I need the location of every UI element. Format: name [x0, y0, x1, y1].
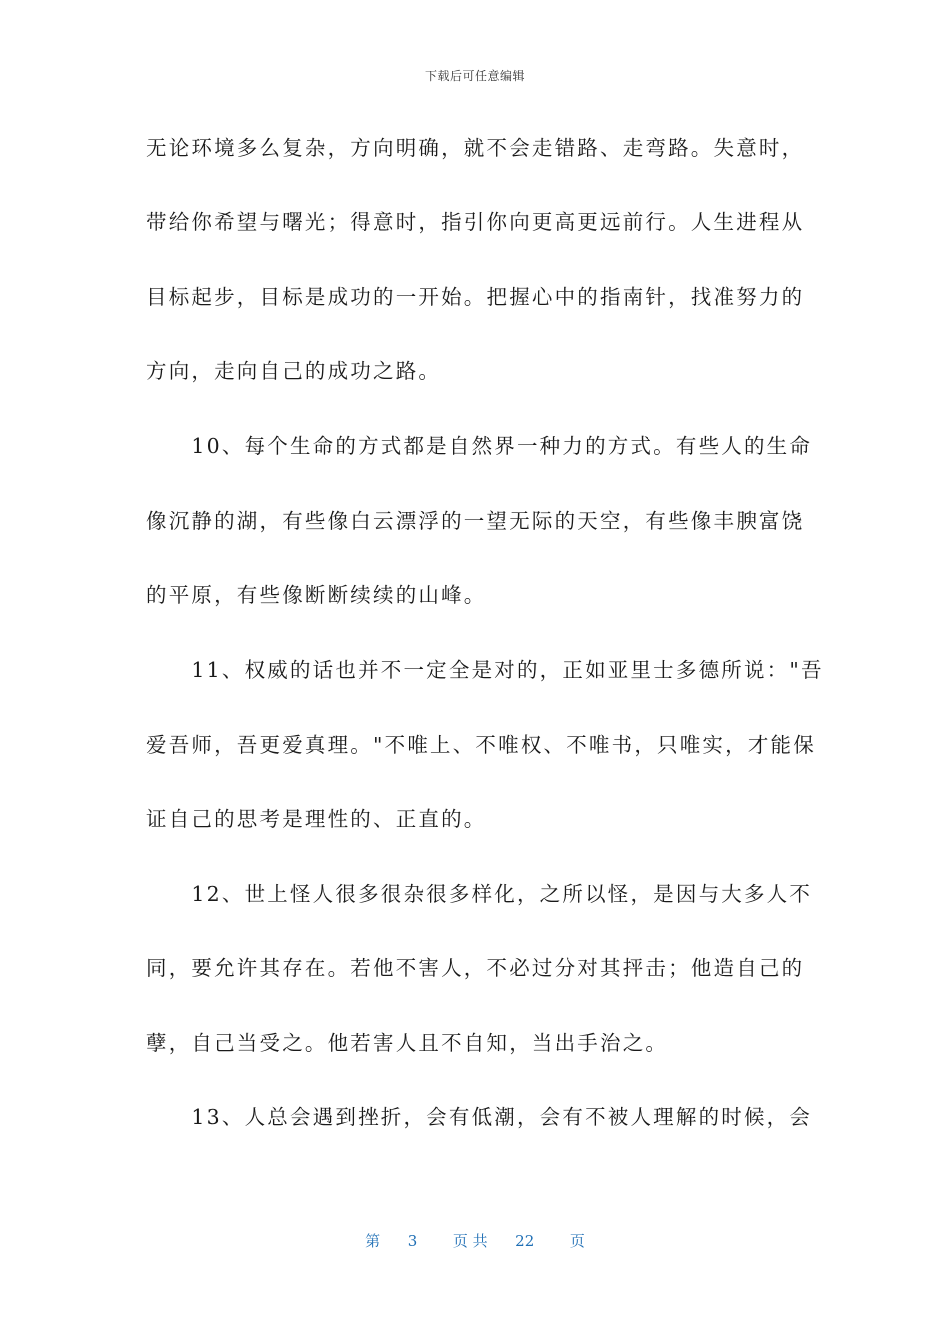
body-line: 爱吾师，吾更爱真理。"不唯上、不唯权、不唯书，只唯实，才能保 — [146, 733, 816, 757]
body-line: 证自己的思考是理性的、正直的。 — [146, 807, 487, 831]
body-line: 同，要允许其存在。若他不害人，不必过分对其抨击；他造自己的 — [146, 956, 805, 980]
footer-prefix: 第 — [365, 1232, 381, 1250]
page-footer — [0, 1230, 950, 1251]
footer-total-pages: 22 — [515, 1232, 535, 1250]
page-header: 下载后可任意编辑 — [424, 69, 525, 83]
body-line: 13、人总会遇到挫折，会有低潮，会有不被人理解的时候，会 — [146, 1105, 813, 1129]
body-line: 目标起步，目标是成功的一开始。把握心中的指南针，找准努力的 — [146, 285, 805, 309]
footer-suffix: 页 — [569, 1232, 585, 1250]
body-line: 无论环境多么复杂，方向明确，就不会走错路、走弯路。失意时， — [146, 136, 805, 160]
body-line: 10、每个生命的方式都是自然界一种力的方式。有些人的生命 — [146, 434, 813, 458]
body-line: 孽，自己当受之。他若害人且不自知，当出手治之。 — [146, 1031, 669, 1055]
body-line: 带给你希望与曙光；得意时，指引你向更高更远前行。人生进程从 — [146, 210, 805, 234]
footer-middle: 页 共 — [452, 1232, 488, 1250]
body-line: 11、权威的话也并不一定全是对的，正如亚里士多德所说："吾 — [146, 658, 824, 682]
body-line: 12、世上怪人很多很杂很多样化，之所以怪，是因与大多人不 — [146, 882, 813, 906]
body-line: 方向，走向自己的成功之路。 — [146, 359, 442, 383]
footer-page-number: 3 — [407, 1232, 418, 1250]
body-line: 的平原，有些像断断续续的山峰。 — [146, 583, 487, 607]
body-line: 像沉静的湖，有些像白云漂浮的一望无际的天空，有些像丰腴富饶 — [146, 509, 805, 533]
